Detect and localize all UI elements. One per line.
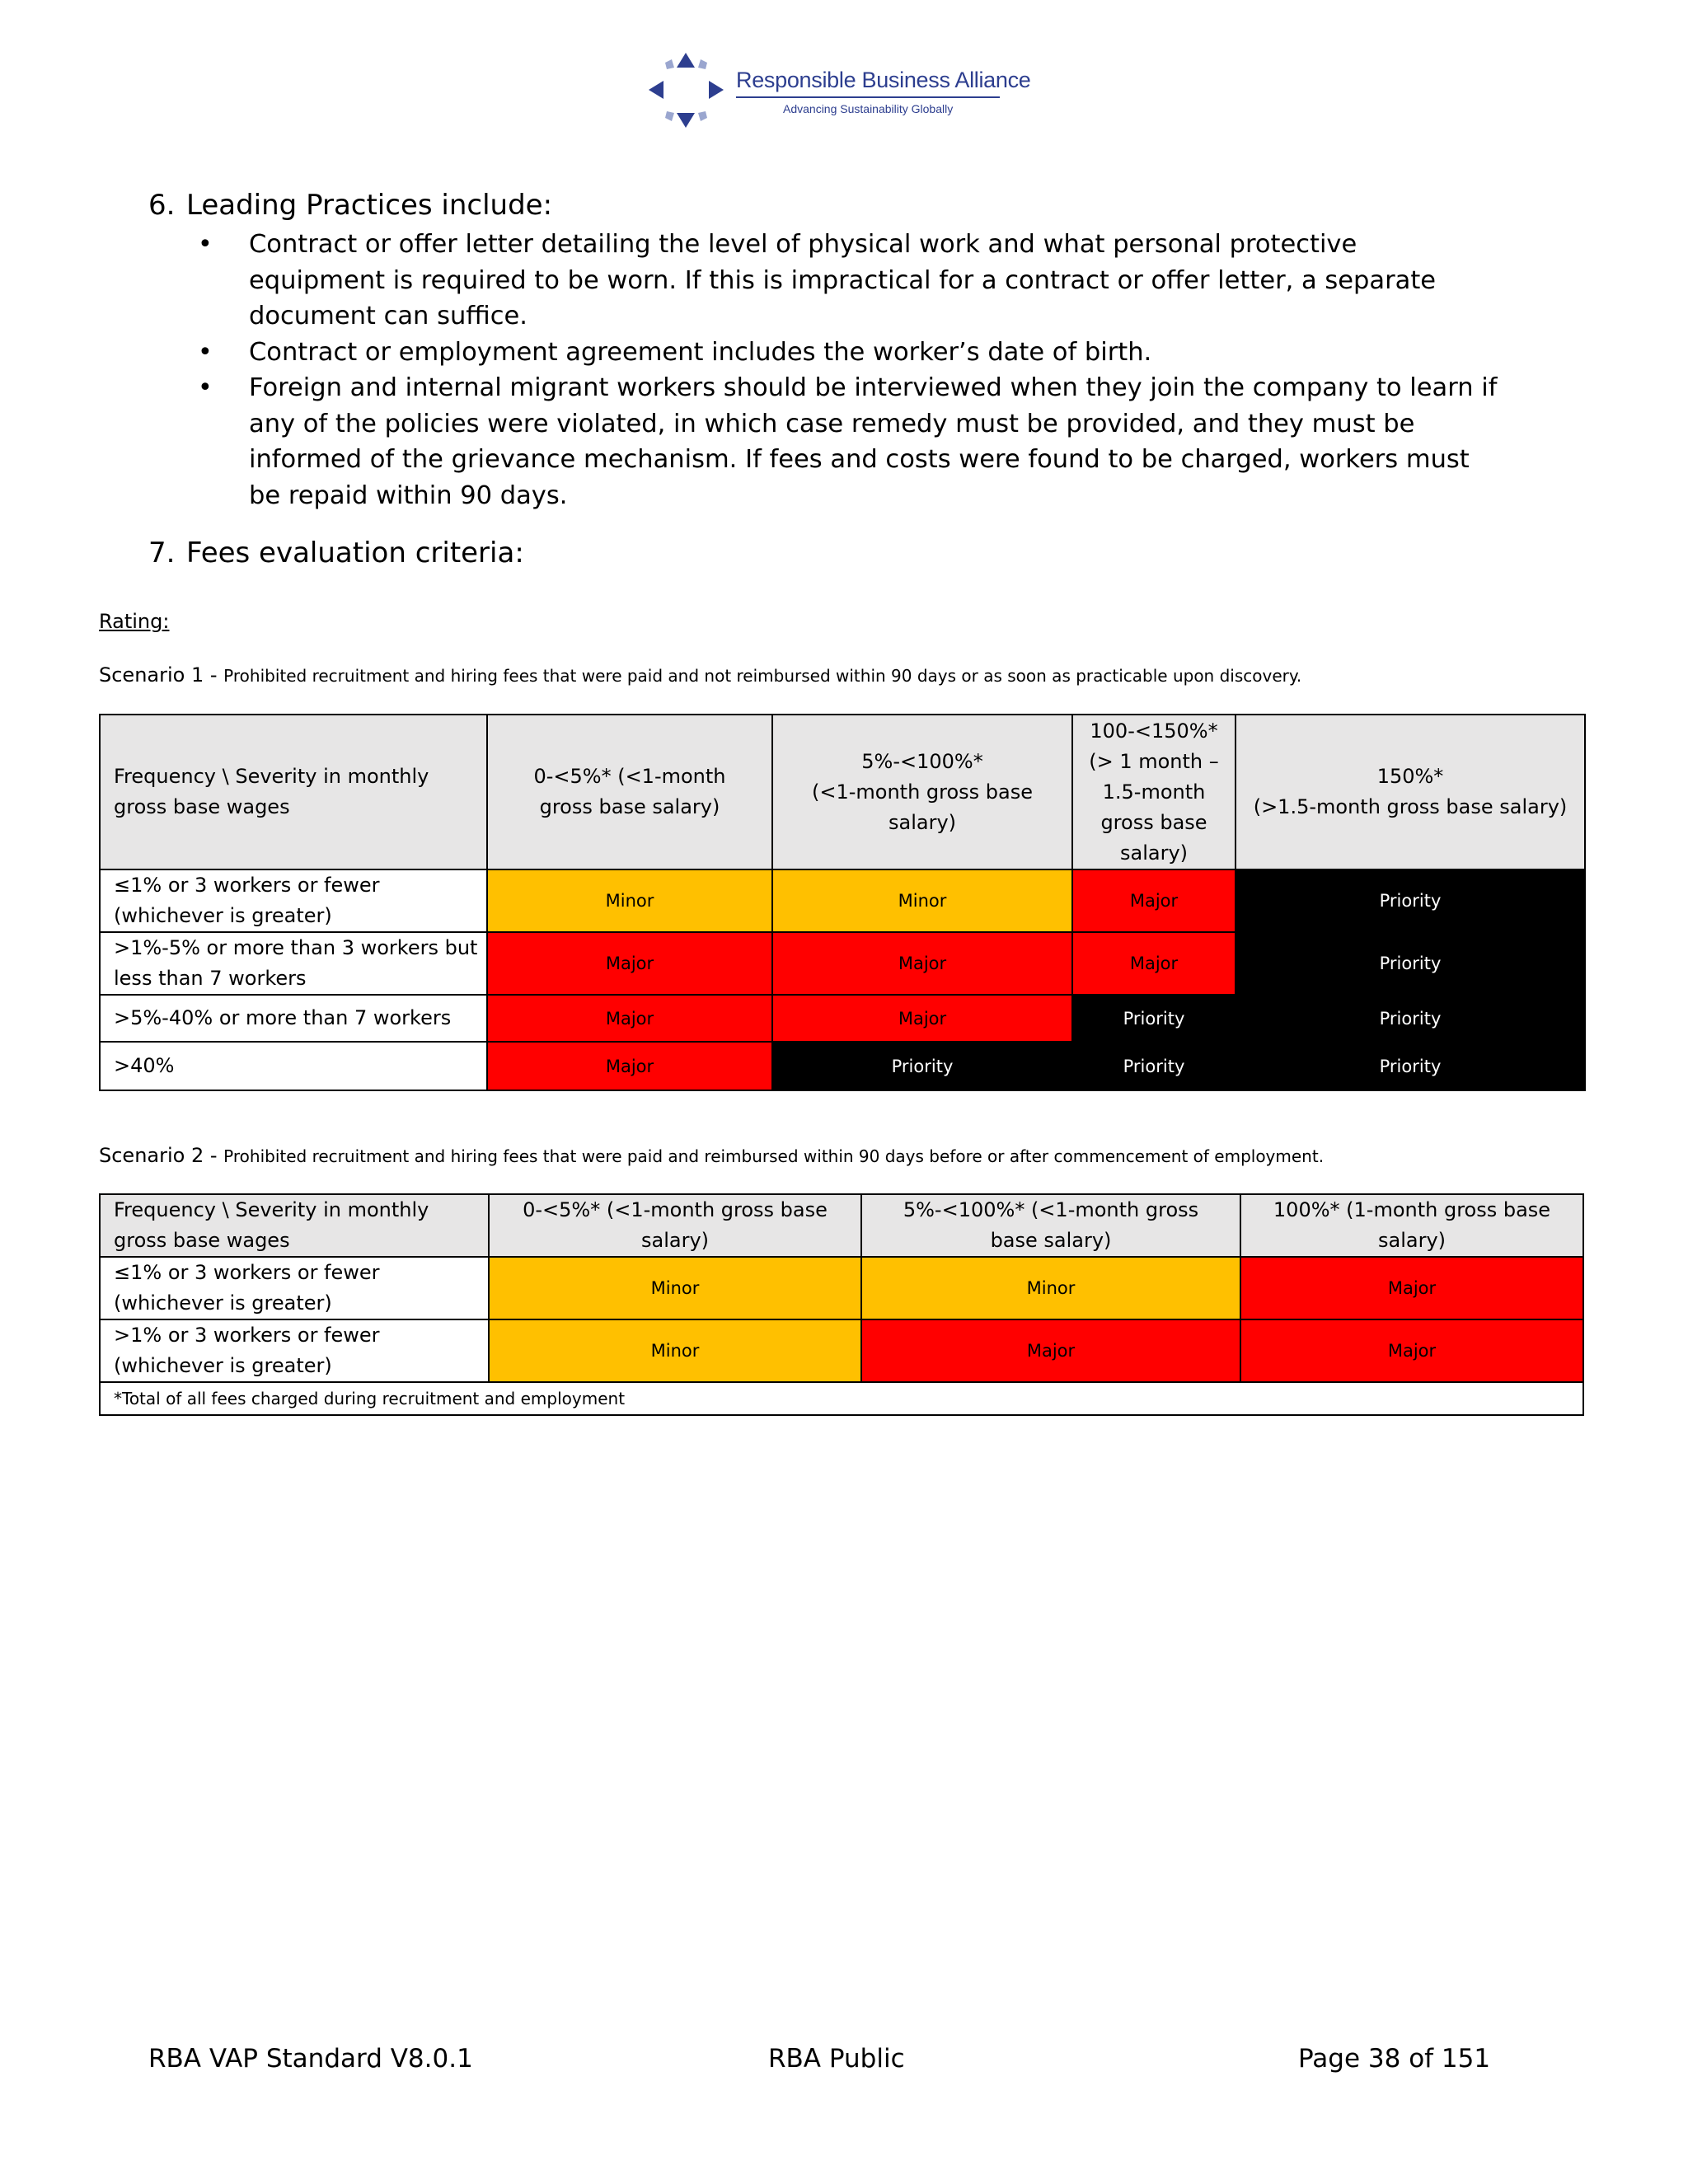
org-name: Responsible Business Alliance xyxy=(736,68,1031,92)
rating-label: Rating: xyxy=(99,610,170,633)
table-row xyxy=(100,932,1585,995)
table-footnote: *Total of all fees charged during recruitment and employment xyxy=(100,1382,1583,1415)
rating-cell: Priority xyxy=(1236,869,1585,932)
list-item xyxy=(198,227,1500,335)
rating-cell: Major xyxy=(1240,1319,1583,1382)
rating-cell: Minor xyxy=(772,869,1072,932)
row-label: >1%-5% or more than 3 workers but less than 7 workers xyxy=(100,932,487,995)
row-label: >40% xyxy=(100,1042,487,1090)
rating-cell: Priority xyxy=(1236,932,1585,995)
table-row xyxy=(100,1042,1585,1090)
section-7-number: 7. xyxy=(148,537,176,569)
section-6-title: Leading Practices include: xyxy=(186,189,553,222)
rating-cell: Minor xyxy=(489,1257,861,1319)
rating-cell: Minor xyxy=(489,1319,861,1382)
list-item xyxy=(198,335,1500,371)
table-header-cell: Frequency \ Severity in monthly gross base wages xyxy=(100,1194,489,1257)
table-row xyxy=(100,1257,1583,1319)
footer-classification: RBA Public xyxy=(768,2044,905,2074)
rating-cell: Major xyxy=(1240,1257,1583,1319)
section-7-heading xyxy=(148,536,524,570)
table-header-cell: 5%-<100%* (<1-month gross base salary) xyxy=(861,1194,1240,1257)
section-6-heading xyxy=(148,188,552,223)
rba-logo xyxy=(647,51,1031,129)
footer-document-title: RBA VAP Standard V8.0.1 xyxy=(148,2044,473,2074)
row-label: >1% or 3 workers or fewer (whichever is greater) xyxy=(100,1319,489,1382)
scenario-1-table xyxy=(99,714,1586,1091)
section-7-title: Fees evaluation criteria: xyxy=(186,537,524,569)
list-item-text: Foreign and internal migrant workers should be interviewed when they join the company to learn if any of the policies were violated, in which case remedy must be provided, and they must be informed of the grievance mechanism. If fees and costs were found to be charged, workers must be repaid within 90 days. xyxy=(249,373,1498,510)
rating-cell: Major xyxy=(487,932,772,995)
scenario-2-table xyxy=(99,1193,1584,1416)
bullet-icon: • xyxy=(198,230,213,259)
list-item-text: Contract or offer letter detailing the level of physical work and what personal protective equipment is required to be worn. If this is impractical for a contract or offer letter, a separate document can suffice. xyxy=(249,230,1437,330)
table-row xyxy=(100,995,1585,1042)
bullet-icon: • xyxy=(198,373,213,402)
list-item-text: Contract or employment agreement includes the worker’s date of birth. xyxy=(249,337,1152,367)
rating-cell: Priority xyxy=(772,1042,1072,1090)
table-header-row xyxy=(100,715,1585,869)
header-line: 150%* (>1.5-month gross base salary) xyxy=(1253,765,1568,818)
header-line: 5%-<100%* (<1-month gross base salary) xyxy=(811,749,1034,834)
rating-cell: Priority xyxy=(1072,995,1236,1042)
rating-cell: Minor xyxy=(487,869,772,932)
table-header-cell xyxy=(772,715,1072,869)
scenario-2-caption xyxy=(99,1144,1324,1167)
table-header-cell xyxy=(1236,715,1585,869)
table-header-cell: 0-<5%* (<1-month gross base salary) xyxy=(489,1194,861,1257)
rating-cell: Minor xyxy=(861,1257,1240,1319)
rating-cell: Major xyxy=(1072,869,1236,932)
rating-cell: Major xyxy=(1072,932,1236,995)
table-header-cell xyxy=(1072,715,1236,869)
bullet-icon: • xyxy=(198,337,213,367)
table-header-cell: 0-<5%* (<1-month gross base salary) xyxy=(487,715,772,869)
rating-cell: Priority xyxy=(1236,995,1585,1042)
org-tagline: Advancing Sustainability Globally xyxy=(783,102,954,115)
rating-cell: Priority xyxy=(1236,1042,1585,1090)
table-header-cell: Frequency \ Severity in monthly gross base wages xyxy=(100,715,487,869)
scenario-1-label: Scenario 1 - xyxy=(99,663,218,687)
rating-cell: Major xyxy=(772,932,1072,995)
scenario-1-description: Prohibited recruitment and hiring fees that were paid and not reimbursed within 90 days or as soon as practicable upon discovery. xyxy=(223,666,1302,686)
table-header-cell: 100%* (1-month gross base salary) xyxy=(1240,1194,1583,1257)
list-item xyxy=(198,370,1500,513)
table-header-row xyxy=(100,1194,1583,1257)
section-6-number: 6. xyxy=(148,189,176,222)
table-row xyxy=(100,1319,1583,1382)
table-footnote-row xyxy=(100,1382,1583,1415)
leading-practices-list xyxy=(198,227,1500,513)
row-label: ≤1% or 3 workers or fewer (whichever is greater) xyxy=(100,869,487,932)
rating-cell: Major xyxy=(861,1319,1240,1382)
header-line: 100-<150%* (> 1 month – 1.5-month gross base salary) xyxy=(1089,719,1219,865)
scenario-2-label: Scenario 2 - xyxy=(99,1144,218,1167)
rating-cell: Major xyxy=(772,995,1072,1042)
rating-cell: Priority xyxy=(1072,1042,1236,1090)
rating-cell: Major xyxy=(487,995,772,1042)
scenario-1-caption xyxy=(99,663,1301,687)
rating-cell: Major xyxy=(487,1042,772,1090)
scenario-2-description: Prohibited recruitment and hiring fees that were paid and reimbursed within 90 days before or after commencement of employment. xyxy=(223,1146,1325,1166)
rba-compass-icon xyxy=(647,51,725,129)
footer-page-number: Page 38 of 151 xyxy=(1298,2044,1491,2074)
row-label: >5%-40% or more than 7 workers xyxy=(100,995,487,1042)
table-row xyxy=(100,869,1585,932)
row-label: ≤1% or 3 workers or fewer (whichever is greater) xyxy=(100,1257,489,1319)
logo-divider xyxy=(736,96,1000,98)
